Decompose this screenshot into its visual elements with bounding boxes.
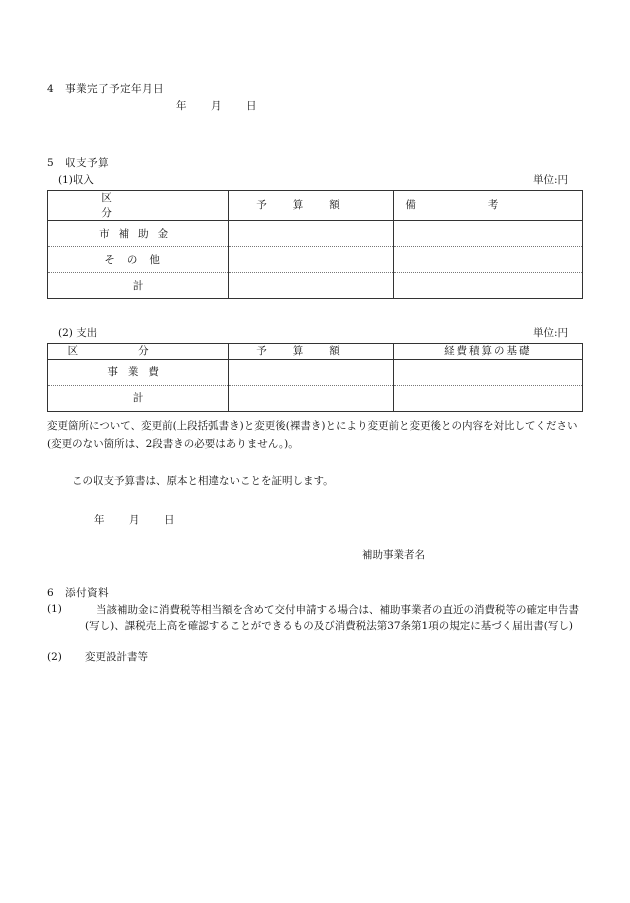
- section4-day-label: 日: [246, 100, 257, 112]
- section6-title: 6 添付資料: [47, 587, 110, 599]
- certify-statement: この収支予算書は、原本と相違ないことを証明します。: [72, 475, 334, 487]
- table-row: [48, 247, 583, 273]
- expense-header-basis: [393, 344, 582, 360]
- attachment-item-1: 当該補助金に消費税等相当額を含めて交付申請する場合は、補助事業者の直近の消費税等の確定申告書(写し)、課税売上高を確認することができるもの及び消費税法第37条第1項の規定に基づく届出書(写し): [85, 604, 579, 632]
- income-row-label-text: 市補助金: [99, 227, 178, 240]
- expense-row-basis: [393, 385, 582, 411]
- expense-unit: 単位:円: [533, 327, 569, 339]
- expense-header-amount-text: 予算額: [256, 345, 366, 357]
- expense-header-category-text: 区分: [67, 345, 209, 357]
- income-table: [47, 190, 583, 299]
- section4-month-label: 月: [211, 100, 222, 112]
- attachment-number: (2): [47, 651, 62, 663]
- certify-month-label: 月: [129, 514, 140, 526]
- expense-row-label-text: 事業費: [107, 365, 169, 378]
- income-row-remarks: [393, 221, 582, 247]
- expense-caption: (2) 支出: [58, 327, 98, 339]
- expense-table-header: [48, 344, 583, 360]
- section4-year-label: 年: [176, 100, 187, 112]
- expense-row-label: [48, 385, 229, 411]
- expense-row-label-text: 計: [132, 391, 144, 404]
- income-caption: (1)収入: [58, 174, 94, 186]
- income-header-category: [48, 191, 229, 221]
- income-row-label: [48, 247, 229, 273]
- expense-table: [47, 343, 583, 412]
- table-row: [48, 221, 583, 247]
- income-row-label-text: その他: [104, 253, 172, 266]
- table-row: [48, 385, 583, 411]
- income-header-remarks-text: 備考: [405, 199, 571, 212]
- income-header-amount: [229, 191, 393, 221]
- income-header-remarks: [393, 191, 582, 221]
- income-header-amount-text: 予算額: [256, 199, 366, 212]
- income-row-amount: [229, 247, 393, 273]
- expense-row-amount: [229, 385, 393, 411]
- income-row-remarks: [393, 247, 582, 273]
- income-unit: 単位:円: [533, 174, 569, 186]
- section5-title: 5 収支予算: [47, 157, 110, 169]
- expense-row-basis: [393, 359, 582, 385]
- signer-label: 補助事業者名: [362, 549, 425, 561]
- income-row-amount: [229, 221, 393, 247]
- expense-header-category: [48, 344, 229, 360]
- income-row-label: [48, 221, 229, 247]
- attachment-item-2: 変更設計書等: [85, 651, 148, 663]
- certify-year-label: 年: [94, 514, 105, 526]
- income-header-category-text: 区分: [101, 192, 172, 219]
- expense-row-amount: [229, 359, 393, 385]
- certify-day-label: 日: [164, 514, 175, 526]
- income-row-label: [48, 273, 229, 299]
- expense-row-label: [48, 359, 229, 385]
- expense-header-basis-text: 経費積算の基礎: [444, 345, 532, 357]
- income-row-label-text: 計: [132, 279, 144, 292]
- section4-title: 4 事業完了予定年月日: [47, 83, 165, 95]
- expense-header-amount: [229, 344, 393, 360]
- table-row: [48, 359, 583, 385]
- income-table-header: [48, 191, 583, 221]
- income-row-amount: [229, 273, 393, 299]
- attachment-number: (1): [47, 603, 62, 615]
- change-note: 変更箇所について、変更前(上段括弧書き)と変更後(裸書き)とにより変更前と変更後との内容を対比してください(変更のない箇所は、2段書きの必要はありません。)。: [47, 420, 578, 450]
- table-row: [48, 273, 583, 299]
- income-row-remarks: [393, 273, 582, 299]
